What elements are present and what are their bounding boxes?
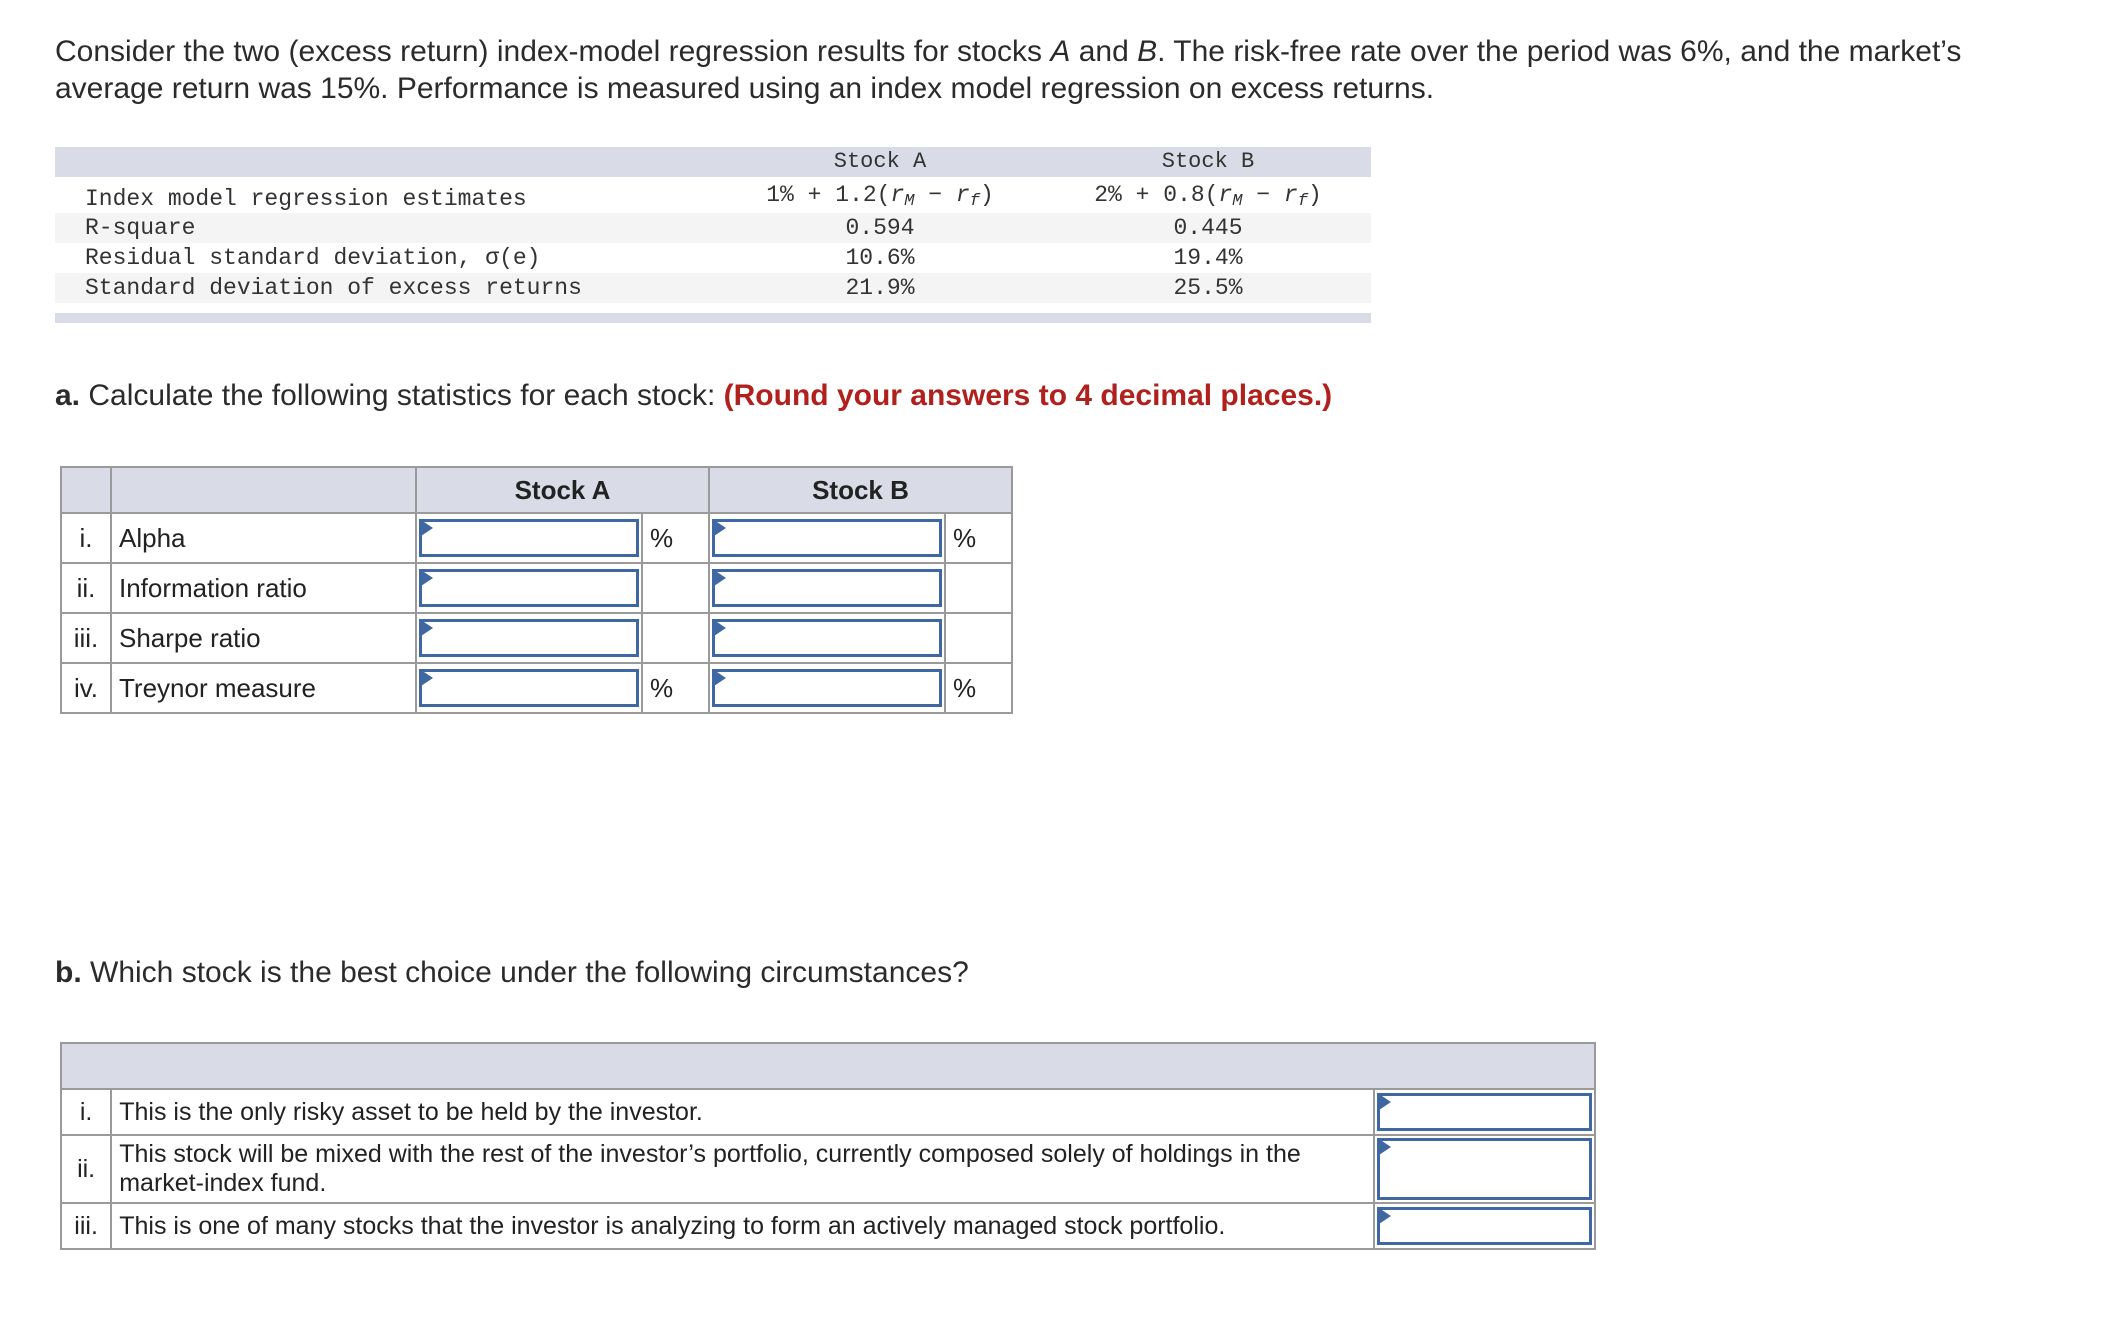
info-ratio-stock-b-cell	[709, 563, 945, 613]
unit-label	[945, 563, 1012, 613]
unit-label: %	[945, 663, 1012, 713]
input-marker-icon	[714, 520, 726, 536]
exhibit-head-stock-a: Stock A	[833, 149, 927, 174]
table-row	[61, 1203, 1595, 1249]
input-marker-icon	[1379, 1139, 1391, 1155]
choice-cell	[1374, 1089, 1595, 1135]
part-a-rounding-note: (Round your answers to 4 decimal places.)	[723, 379, 1333, 412]
input-marker-icon	[1379, 1208, 1391, 1224]
intro-text: Consider the two (excess return) index-model regression results for stocks	[55, 35, 1051, 68]
unit-label	[642, 613, 709, 663]
table-row	[61, 1135, 1595, 1203]
exhibit-label: R-square	[85, 215, 196, 241]
exhibit-equation-b: $2\% + 0.8(r_M - r_f)$	[1094, 182, 1322, 211]
exhibit-value-b: 25.5%	[1173, 275, 1243, 301]
choice-cell	[1374, 1135, 1595, 1203]
unit-label	[945, 613, 1012, 663]
info-ratio-stock-a-cell	[416, 563, 642, 613]
exhibit-head-stock-b: Stock B	[1161, 149, 1255, 174]
exhibit-row-excess-sd	[55, 273, 1371, 303]
intro-text-rest: . The risk-free rate over the period was 6%, and the market’s average return was 15%. Performance is measured using an index model regression on excess returns.	[55, 35, 1962, 105]
input-marker-icon	[421, 520, 433, 536]
info-ratio-stock-b-input[interactable]	[712, 569, 942, 607]
intro-and: and	[1070, 35, 1138, 68]
row-number: iii.	[61, 613, 111, 663]
choice-select-3[interactable]	[1377, 1207, 1592, 1245]
input-marker-icon	[421, 620, 433, 636]
exhibit-value-a: 10.6%	[845, 245, 915, 271]
part-a-prompt	[55, 377, 1332, 414]
exhibit-value-b: 19.4%	[1173, 245, 1243, 271]
alpha-stock-b-cell	[709, 513, 945, 563]
alpha-stock-a-input[interactable]	[419, 519, 639, 557]
exhibit-row-estimates	[55, 177, 1371, 213]
header-blank-label	[111, 467, 416, 513]
exhibit-label: Index model regression estimates	[85, 186, 527, 212]
intro-stock-a: A	[1050, 35, 1071, 68]
header-blank-num	[61, 467, 111, 513]
row-number: ii.	[61, 563, 111, 613]
treynor-stock-b-cell	[709, 663, 945, 713]
unit-label	[642, 563, 709, 613]
alpha-stock-b-input[interactable]	[712, 519, 942, 557]
row-number: iii.	[61, 1203, 111, 1249]
row-number: ii.	[61, 1135, 111, 1203]
treynor-stock-b-input[interactable]	[712, 669, 942, 707]
exhibit-row-residual-sd	[55, 243, 1371, 273]
input-marker-icon	[421, 570, 433, 586]
part-b-header-row	[61, 1043, 1595, 1089]
input-marker-icon	[421, 670, 433, 686]
part-a-table	[60, 466, 1013, 714]
part-b-header	[61, 1043, 1595, 1089]
row-number: iv.	[61, 663, 111, 713]
exhibit-label: Residual standard deviation, σ(e)	[85, 245, 541, 271]
treynor-stock-a-input[interactable]	[419, 669, 639, 707]
table-row	[61, 513, 1012, 563]
row-label-treynor-measure: Treynor measure	[111, 663, 416, 713]
part-b-prefix: b.	[55, 956, 82, 989]
intro-stock-b: B	[1137, 35, 1158, 68]
sharpe-stock-b-input[interactable]	[712, 619, 942, 657]
row-number: i.	[61, 513, 111, 563]
table-row	[61, 1089, 1595, 1135]
exhibit-bottom-rule	[55, 313, 1371, 323]
table-row	[61, 613, 1012, 663]
unit-label: %	[642, 663, 709, 713]
table-row	[61, 563, 1012, 613]
problem-intro	[55, 33, 2065, 107]
exhibit-row-rsquare	[55, 213, 1371, 243]
part-a-prefix: a.	[55, 379, 81, 412]
table-row	[61, 663, 1012, 713]
circumstance-label: This stock will be mixed with the rest of the investor’s portfolio, currently composed solely of holdings in the market-index fund.	[111, 1135, 1374, 1203]
exhibit-header	[55, 147, 1371, 177]
input-marker-icon	[714, 570, 726, 586]
column-header-stock-a: Stock A	[416, 467, 709, 513]
regression-exhibit	[55, 147, 1371, 323]
info-ratio-stock-a-input[interactable]	[419, 569, 639, 607]
row-label-information-ratio: Information ratio	[111, 563, 416, 613]
part-a-header-row	[61, 467, 1012, 513]
input-marker-icon	[1379, 1094, 1391, 1110]
circumstance-label: This is one of many stocks that the investor is analyzing to form an actively managed stock portfolio.	[111, 1203, 1374, 1249]
exhibit-value-a: 21.9%	[845, 275, 915, 301]
sharpe-stock-a-input[interactable]	[419, 619, 639, 657]
alpha-stock-a-cell	[416, 513, 642, 563]
unit-label: %	[642, 513, 709, 563]
treynor-stock-a-cell	[416, 663, 642, 713]
choice-select-2[interactable]	[1377, 1138, 1592, 1200]
sharpe-stock-b-cell	[709, 613, 945, 663]
column-header-stock-b: Stock B	[709, 467, 1012, 513]
choice-select-1[interactable]	[1377, 1093, 1592, 1131]
circumstance-label: This is the only risky asset to be held by the investor.	[111, 1089, 1374, 1135]
row-number: i.	[61, 1089, 111, 1135]
exhibit-value-b: 0.445	[1173, 215, 1243, 241]
part-a-text: Calculate the following statistics for each stock:	[80, 379, 724, 412]
exhibit-equation-a: $1\% + 1.2(r_M - r_f)$	[766, 182, 994, 211]
exhibit-label: Standard deviation of excess returns	[85, 275, 582, 301]
row-label-sharpe-ratio: Sharpe ratio	[111, 613, 416, 663]
part-b-prompt	[55, 954, 969, 991]
choice-cell	[1374, 1203, 1595, 1249]
unit-label: %	[945, 513, 1012, 563]
part-b-text: Which stock is the best choice under the following circumstances?	[81, 956, 969, 989]
input-marker-icon	[714, 620, 726, 636]
input-marker-icon	[714, 670, 726, 686]
exhibit-value-a: 0.594	[845, 215, 915, 241]
part-b-table	[60, 1042, 1596, 1250]
row-label-alpha: Alpha	[111, 513, 416, 563]
sharpe-stock-a-cell	[416, 613, 642, 663]
